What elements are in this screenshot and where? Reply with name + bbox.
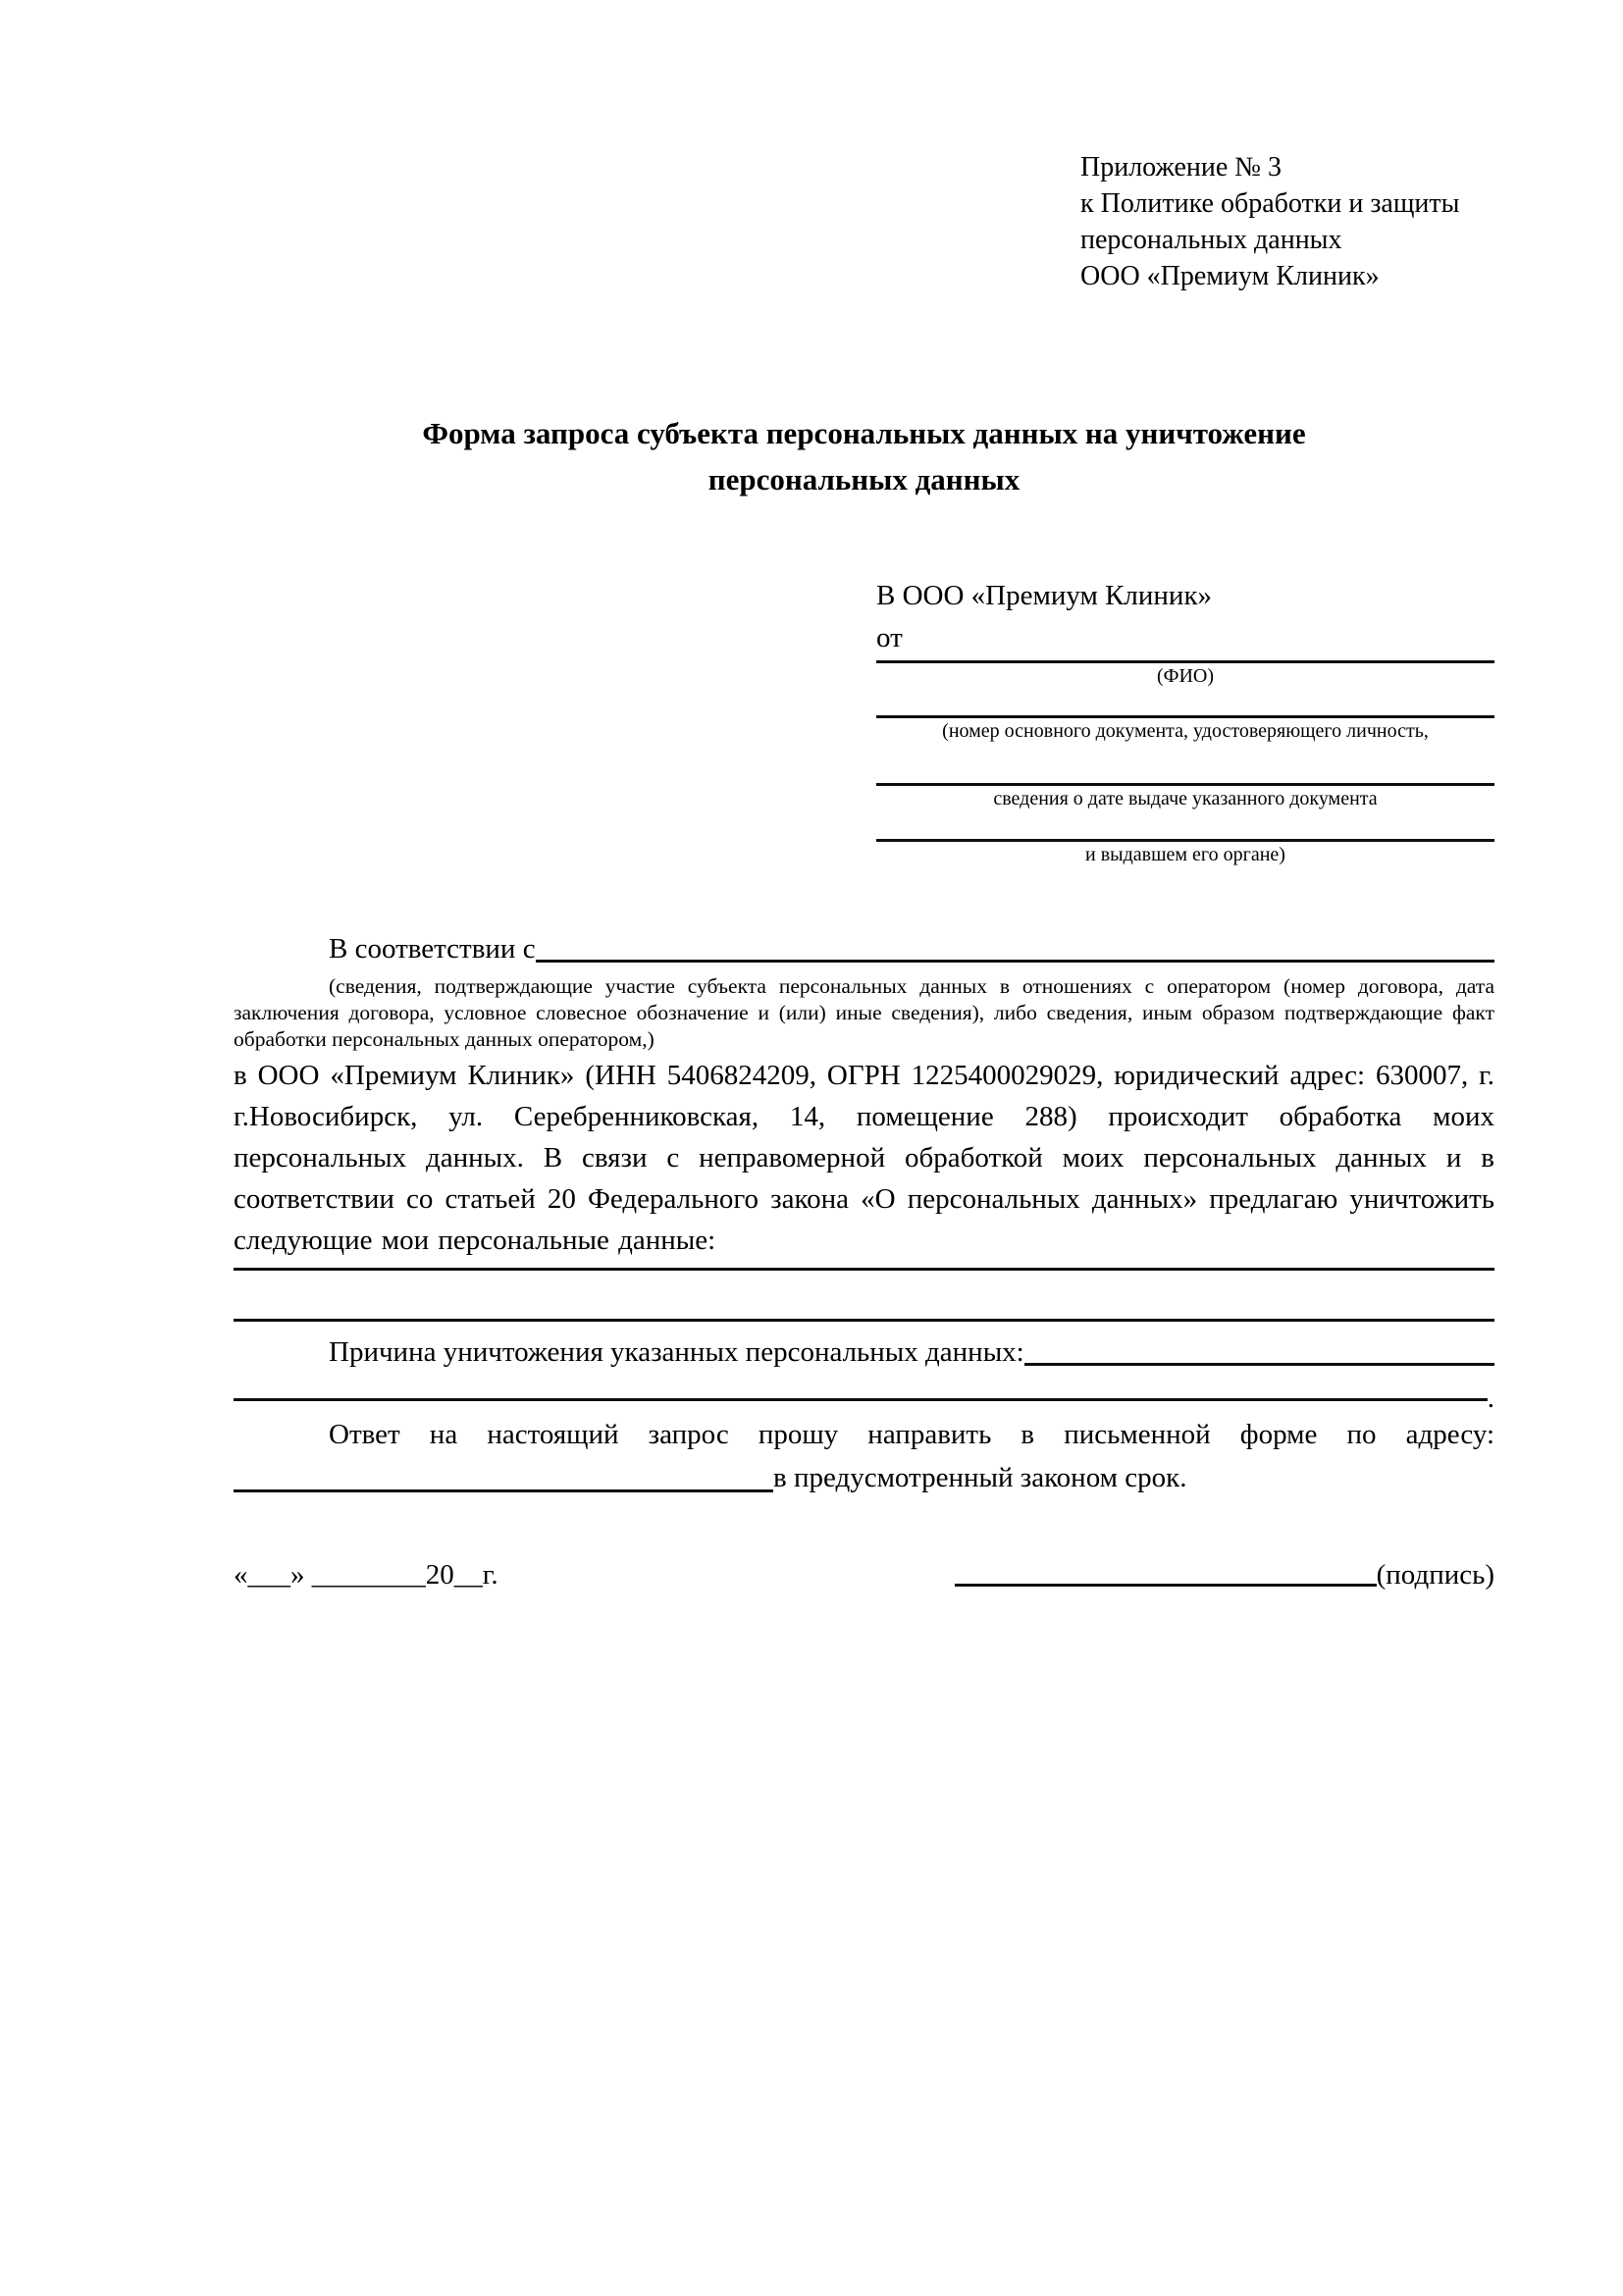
- fio-caption: (ФИО): [1156, 665, 1214, 687]
- addressee-org: В ООО «Премиум Клиник»: [876, 580, 1213, 611]
- reason-row: [234, 1331, 1494, 1373]
- reason-label: Причина уничтожения указанных персональных данных:: [329, 1336, 1024, 1368]
- answer-request-text: Ответ на настоящий запрос прошу направить в письменной форме по адресу:: [329, 1419, 1494, 1450]
- footer-row: [234, 1555, 1494, 1594]
- reason-continuation-row: [234, 1373, 1494, 1414]
- personal-data-input-line-1[interactable]: [234, 1261, 1494, 1271]
- appendix-note-line: ООО «Премиум Клиник»: [1080, 261, 1380, 291]
- appendix-note: [1080, 149, 1494, 294]
- appendix-note-line: Приложение № 3: [1080, 152, 1282, 183]
- appendix-note-line: к Политике обработки и защиты: [1080, 188, 1460, 219]
- signature-input-line[interactable]: [955, 1584, 1377, 1587]
- accordance-row: [234, 928, 1494, 969]
- document-issue-date-input-line[interactable]: [876, 744, 1494, 786]
- issuing-authority-field: [876, 811, 1494, 867]
- addressee-block: [876, 575, 1494, 867]
- personal-data-input-line-2[interactable]: [234, 1271, 1494, 1322]
- answer-paragraph: [234, 1414, 1494, 1500]
- appendix-note-line: персональных данных: [1080, 225, 1342, 255]
- fio-field: [876, 659, 1494, 689]
- issuing-authority-caption: и выдавшем его органе): [1085, 844, 1285, 865]
- form-title-line: Форма запроса субъекта персональных данных на уничтожение: [422, 416, 1306, 450]
- id-document-field: [876, 689, 1494, 744]
- explanatory-note: (сведения, подтверждающие участие субъекта персональных данных в отношениях с оператором (номер договора, дата заключения договора, условное словесное обозначение и (или) иные сведения), либо сведения, иным образом подтверждающие факт обработки персональных данных оператором,): [234, 974, 1494, 1051]
- issue-date-caption: сведения о дате выдаче указанного документа: [993, 788, 1378, 809]
- request-body-text: в ООО «Премиум Клиник» (ИНН 5406824209, ОГРН 1225400029029, юридический адрес: 630007, г. г.Новосибирск, ул. Серебренниковская, 14, помещение 288) происходит обработка моих персональных данных. В связи с неправомерной обработкой моих персональных данных и в соответствии со статьей 20 Федерального закона «О персональных данных» предлагаю уничтожить следующие мои персональные данные:: [234, 1060, 1494, 1256]
- issue-date-field: [876, 744, 1494, 811]
- document-number-input-line[interactable]: [876, 689, 1494, 718]
- document-number-caption: (номер основного документа, удостоверяющего личность,: [942, 720, 1429, 742]
- form-title: [234, 410, 1494, 502]
- issuing-authority-input-line[interactable]: [876, 811, 1494, 842]
- reason-input-line[interactable]: [1024, 1363, 1494, 1366]
- signature-caption: (подпись): [1376, 1559, 1494, 1591]
- accordance-input-line[interactable]: [536, 960, 1494, 963]
- addressee-from-label: от: [876, 622, 903, 653]
- reason-input-line-2[interactable]: [234, 1398, 1488, 1401]
- date-input-field[interactable]: «___» ________20__г.: [234, 1559, 498, 1591]
- accordance-label: В соответствии с: [329, 933, 536, 965]
- answer-deadline-text: в предусмотренный законом срок.: [773, 1462, 1187, 1493]
- signature-group: [955, 1555, 1494, 1594]
- form-title-line: персональных данных: [707, 462, 1021, 496]
- period-mark: .: [1487, 1383, 1494, 1414]
- address-input-line[interactable]: [234, 1489, 773, 1492]
- answer-address-row: [234, 1455, 1494, 1500]
